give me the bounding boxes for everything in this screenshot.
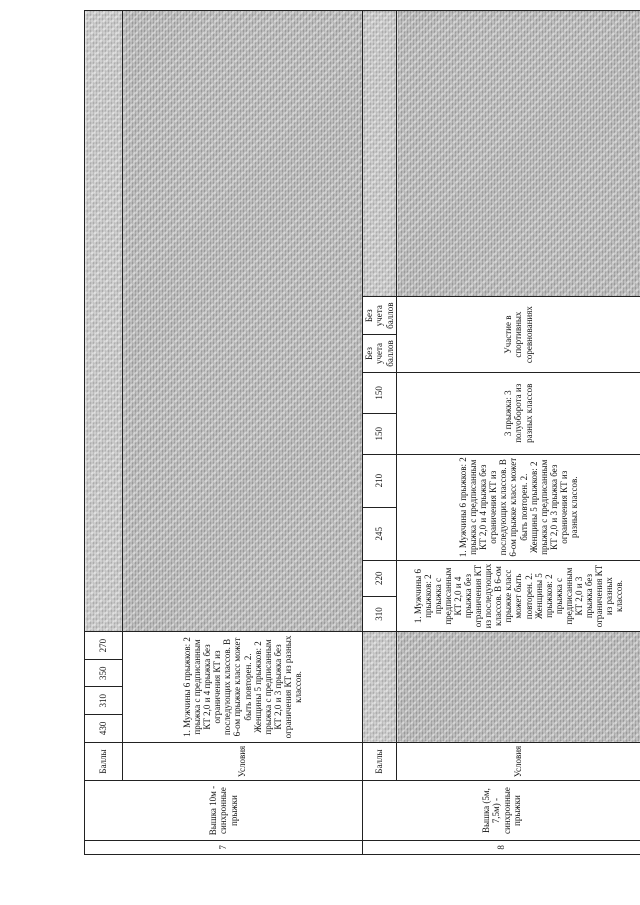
row7-conditions-row bbox=[123, 11, 363, 855]
row8-points-label: Баллы bbox=[363, 742, 397, 781]
row7-redacted-conditions bbox=[123, 11, 363, 632]
row8-g1-conditions: 1. Мужчины 6 прыжков: 2 прыжка с предписанным КТ 2,0 и 4 прыжка без ограничения КТ из последующих классов. В 6-ом прыжке класс может быть повторен. 2. Женщины 5 прыжков: 2 прыжка с предписанным КТ 2,0 и 3 прыжка без ограничения КТ из разных классов. bbox=[397, 560, 640, 632]
row7-conditions-label: Условия bbox=[123, 742, 363, 781]
row7-value-3: 350 bbox=[85, 659, 123, 687]
row8-g3-conditions: 3 прыжка: 3 полуоборота из разных классов bbox=[397, 372, 640, 454]
row8-redacted-points-2 bbox=[363, 11, 397, 297]
row7-conditions-text: 1. Мужчины 6 прыжков: 2 прыжка с предписанным КТ 2,0 и 4 прыжка без ограничения КТ из последующих классов. В 6-ом прыжке класс может быть повторен. 2. Женщины 5 прыжков: 2 прыжка с предписанным КТ 2,0 и 3 прыжка без ограничения КТ из разных классов. bbox=[123, 632, 363, 742]
row7-redacted-points bbox=[85, 11, 123, 632]
row7-points-row bbox=[85, 11, 123, 855]
row8-g2-value-1: 245 bbox=[363, 507, 397, 560]
row7-number: 7 bbox=[85, 840, 363, 854]
row7-value-1: 430 bbox=[85, 715, 123, 743]
rotated-table bbox=[84, 10, 640, 855]
row8-g2-conditions: 1. Мужчины 6 прыжков: 2 прыжка с предписанным КТ 2,0 и 4 прыжка без ограничения КТ из последующих классов. В 6-ом прыжке класс может быть повторен. 2. Женщины 5 прыжков: 2 прыжка с предписанным КТ 2,0 и 3 прыжка без ограничения КТ из разных классов. bbox=[397, 454, 640, 560]
row8-g4-conditions: Участие в спортивных соревнованиях bbox=[397, 297, 640, 373]
norms-table-region bbox=[84, 10, 640, 855]
row8-g3-value-1: 150 bbox=[363, 413, 397, 454]
row8-redacted-points-1 bbox=[363, 632, 397, 742]
row7-event-name: Вышка 10м - синхронные прыжки bbox=[85, 781, 363, 840]
row8-g2-value-2: 210 bbox=[363, 454, 397, 507]
row8-redacted-conditions-2 bbox=[397, 11, 640, 297]
row8-points-row bbox=[363, 11, 397, 855]
row8-g3-value-2: 150 bbox=[363, 372, 397, 413]
row8-g4-value-1: Без учета баллов bbox=[363, 335, 397, 373]
row8-g1-value-1: 310 bbox=[363, 596, 397, 632]
row8-redacted-conditions-1 bbox=[397, 632, 640, 742]
row8-conditions-row bbox=[397, 11, 640, 855]
row8-g4-value-2: Без учета баллов bbox=[363, 297, 397, 335]
row8-number: 8 bbox=[363, 840, 640, 854]
row7-value-4: 270 bbox=[85, 632, 123, 660]
norms-table bbox=[84, 10, 640, 855]
row8-event-name: Вышка (5м, 7,5м) - синхронные прыжки bbox=[363, 781, 640, 840]
row7-value-2: 310 bbox=[85, 687, 123, 715]
row7-points-label: Баллы bbox=[85, 742, 123, 781]
row8-conditions-label: Условия bbox=[397, 742, 640, 781]
row8-g1-value-2: 220 bbox=[363, 560, 397, 596]
